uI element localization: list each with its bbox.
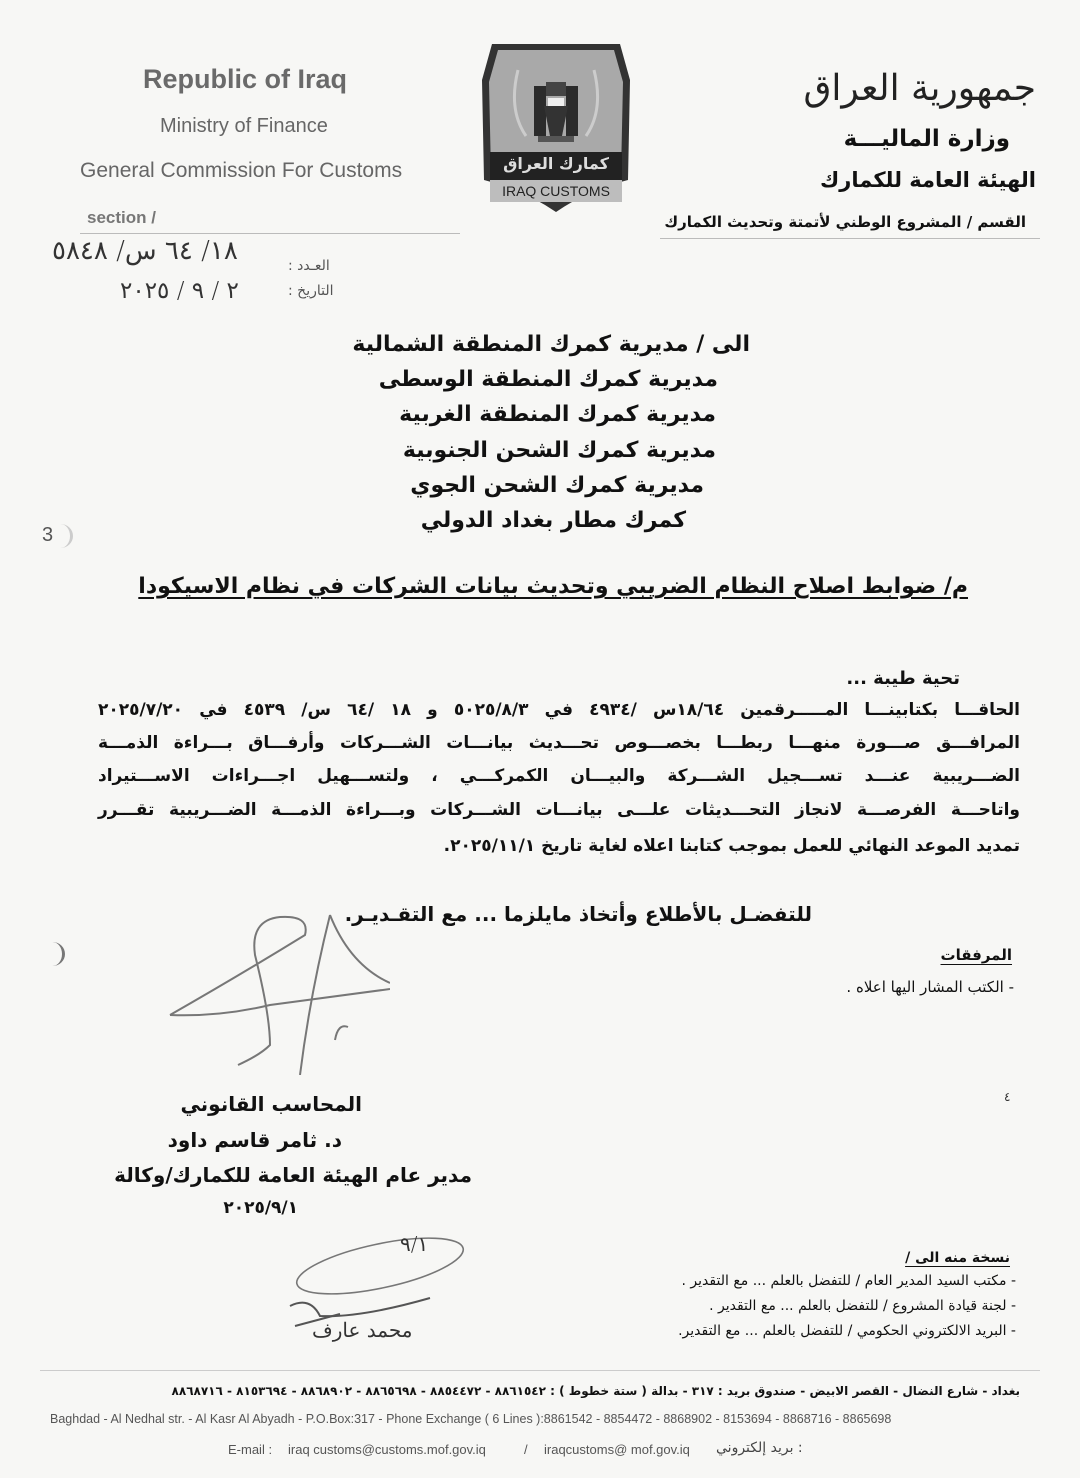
second-signature-name: محمد عارف (312, 1318, 413, 1342)
signatory-name: د. ثامر قاسم داود (167, 1128, 342, 1152)
footer-address-en: Baghdad - Al Nedhal str. - Al Kasr Al Abyadh - P.O.Box:317 - Phone Exchange ( 6 Lines ):8861542 - 8854472 - 8868902 - 8153694 - 8868716 - 8865698 (50, 1412, 892, 1426)
greeting: تحية طيبة ... (846, 668, 960, 689)
attachments-title: المرفقات (940, 946, 1012, 964)
attachment-item-1: - الكتب المشار اليها اعلاه . (846, 978, 1014, 996)
iraq-customs-logo (478, 40, 634, 215)
footer-divider (40, 1370, 1040, 1371)
body-line-2: المرافـــق صـــورة منهـــا ربطـــا بخصـــوص تحـــديث بيانـــات الشـــركات وأرفـــاق بـــراءة الذمـــة (98, 733, 1020, 753)
header-country-en: Republic of Iraq (143, 64, 348, 94)
body-line-4: واتاحـــة الفرصـــة لانجاز التحـــديثات علـــى بيانـــات الشـــركات وبـــراءة الذمـــة الضـــريبية تقـــرر (98, 800, 1020, 820)
footer-email-label: E-mail : (228, 1442, 273, 1457)
copies-title: نسخة منه الى / (905, 1250, 1010, 1266)
page-mark: 3 (42, 524, 54, 546)
signatory-title: المحاسب القانوني (180, 1092, 362, 1116)
reference-number-label: العـدد : (288, 258, 330, 274)
header-divider-right (660, 238, 1040, 239)
body-line-1: الحاقـــا بكتابينـــا المـــــرقمين ١٨/٦٤س /٤٩٣٤ في ٥٠٢٥/٨/٣ و ١٨ /٦٤ س/ ٤٥٣٩ في ٢٠٢٥/٧/٢٠ (98, 700, 1020, 720)
signatory-position: مدير عام الهيئة العامة للكمارك/وكالة (114, 1163, 472, 1187)
closing-line: للتفضـل بالأطلاع وأتخاذ مايلزما ... مع التقـديـر. (344, 902, 812, 926)
subject-line: م/ ضوابط اصلاح النظام الضريبي وتحديث بيانات الشركات في نظام الاسيكودا (138, 574, 968, 599)
copy-item-1: - مكتب السيد المدير العام / للتفضل بالعلم ... مع التقدير . (681, 1273, 1016, 1289)
side-arc-icon (40, 942, 65, 966)
reference-date-label: التاريخ : (288, 283, 334, 299)
recipient-2: مديرية كمرك المنطقة الوسطى (378, 367, 718, 392)
body-line-5: تمديد الموعد النهائي للعمل بموجب كتابنا اعلاه لغاية تاريخ ٢٠٢٥/١١/١. (443, 836, 1020, 856)
header-commission-en: General Commission For Customs (80, 159, 403, 182)
reference-date-value: ٢ / ٩ / ٢٠٢٥ (120, 278, 239, 304)
recipient-6: كمرك مطار بغداد الدولي (420, 508, 686, 533)
logo-english-text: IRAQ CUSTOMS (502, 183, 610, 199)
footer-email-ar-label: : بريد إلكتروني (716, 1440, 803, 1456)
recipient-1: الى / مديرية كمرك المنطقة الشمالية (352, 332, 750, 357)
stray-mark: ٤ (1004, 1090, 1011, 1104)
body-line-3: الضـــريبية عنـــد تســـجيل الشـــركة والبيـــان الكمركـــي ، ولتســـهيل اجـــراءات الاســـتيراد (98, 766, 1020, 786)
header-ministry-en: Ministry of Finance (160, 115, 328, 137)
signature-handwritten (160, 905, 390, 1075)
copy-item-2: - لجنة قيادة المشروع / للتفضل بالعلم ... مع التقدير . (709, 1298, 1016, 1314)
header-commission-ar: الهيئة العامة للكمارك (820, 168, 1036, 192)
logo-arabic-text: كمارك العراق (503, 154, 609, 173)
page-mark-arc-icon (48, 524, 73, 548)
recipient-4: مديرية كمرك الشحن الجنوبية (402, 438, 716, 463)
header-country-ar: جمهورية العراق (803, 68, 1036, 109)
second-signature-initials: ٩/١ (400, 1232, 429, 1256)
footer-email-2[interactable]: iraqcustoms@ mof.gov.iq (544, 1442, 690, 1457)
copy-item-3: - البريد الالكتروني الحكومي / للتفضل بالعلم ... مع التقدير. (678, 1323, 1016, 1339)
header-section-ar: القسم / المشروع الوطني لأتمتة وتحديث الكمارك (664, 213, 1026, 231)
recipient-3: مديرية كمرك المنطقة الغربية (399, 402, 716, 427)
header-ministry-ar: وزارة الماليـــة (843, 126, 1010, 152)
reference-number-value: ١٨/ ٦٤ س/ ٥٨٤٨ (52, 236, 238, 266)
signatory-date: ٢٠٢٥/٩/١ (223, 1198, 298, 1218)
footer-address-ar: بغداد - شارع النضال - القصر الابيض - صندوق بريد : ٣١٧ - بدالة ( ستة خطوط ) : ٨٨٦١٥٤٢ - ٨٨٥٤٤٧٢ - ٨٨٦٥٦٩٨ - ٨٨٦٨٩٠٢ - ٨١٥٣٦٩٤ - ٨٨٦٨٧١٦ (171, 1384, 1020, 1398)
header-divider-left (80, 233, 460, 234)
footer-email-separator: / (524, 1442, 528, 1457)
header-section-en: section / (87, 208, 156, 227)
recipient-5: مديرية كمرك الشحن الجوي (410, 473, 704, 498)
footer-email-1[interactable]: iraq customs@customs.mof.gov.iq (288, 1442, 486, 1457)
